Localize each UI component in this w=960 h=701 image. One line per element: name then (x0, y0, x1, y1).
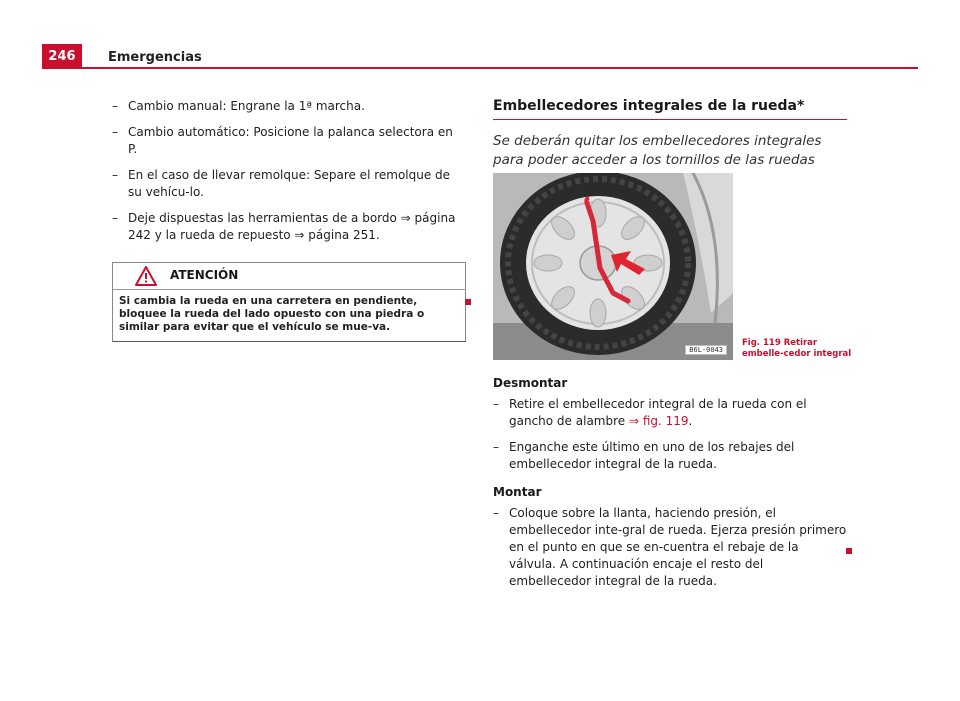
warning-text: Si cambia la rueda en una carretera en pendiente, bloquee la rueda del lado opuesto con una piedra o similar para evitar que el vehículo se mue-va. (119, 295, 425, 333)
end-mark (465, 299, 471, 305)
page-number: 246 (42, 44, 82, 68)
instructions (493, 376, 848, 599)
list-item-text: En el caso de llevar remolque: Separe el remolque de su vehícu-lo. (128, 168, 451, 199)
section-title: Emergencias (108, 50, 202, 65)
warning-title: ATENCIÓN (170, 268, 239, 282)
subheading-montar: Montar (493, 485, 542, 499)
list-item (493, 396, 848, 430)
list-item (112, 98, 464, 115)
dash: – (493, 397, 499, 411)
list-item-text: Retire el embellecedor integral de la rueda con el gancho de alambre (509, 397, 807, 428)
warning-box (112, 262, 466, 342)
list-item (112, 167, 464, 201)
dash: – (493, 440, 499, 454)
section-heading: Embellecedores integrales de la rueda* (493, 98, 847, 120)
dash: – (112, 99, 118, 113)
list-item (493, 439, 848, 473)
dash: – (112, 125, 118, 139)
list-item-text: Cambio automático: Posicione la palanca selectora en P. (128, 125, 453, 156)
list-item-text: Deje dispuestas las herramientas de a bordo ⇒ página 242 y la rueda de repuesto ⇒ página 251. (128, 211, 456, 242)
list-item-text: Enganche este último en uno de los rebajes del embellecedor integral de la rueda. (509, 440, 795, 471)
dash: – (112, 168, 118, 182)
left-column (112, 98, 464, 342)
subheading-desmontar: Desmontar (493, 376, 568, 390)
list-item (493, 505, 848, 590)
list-item-text: Cambio manual: Engrane la 1ª marcha. (128, 99, 365, 113)
wheel-illustration (493, 173, 733, 360)
dash: – (112, 211, 118, 225)
dash: – (493, 506, 499, 520)
warning-header (113, 263, 465, 290)
figure-caption: Fig. 119 Retirar embelle-cedor integral (742, 338, 852, 359)
figure-code: B6L-0043 (685, 345, 727, 355)
list-item-text: . (688, 414, 693, 428)
figure-link[interactable]: ⇒ fig. 119 (628, 414, 689, 428)
end-mark (846, 548, 852, 554)
header-rule (42, 67, 918, 69)
list-item (112, 124, 464, 158)
lead-text: Se deberán quitar los embellecedores integrales para poder acceder a los tornillos de las ruedas (493, 133, 822, 168)
figure-wheel-cover (493, 173, 733, 360)
warning-triangle-icon (135, 266, 157, 286)
right-column (493, 98, 852, 588)
list-item (112, 210, 464, 244)
list-item-text: Coloque sobre la llanta, haciendo presión, el embellecedor inte-gral de rueda. Ejerza presión primero en el punto en que se en-cuentra el rebaje de la válvula. A continuación encaje el resto del embellecedor integral de la rueda. (509, 506, 847, 588)
